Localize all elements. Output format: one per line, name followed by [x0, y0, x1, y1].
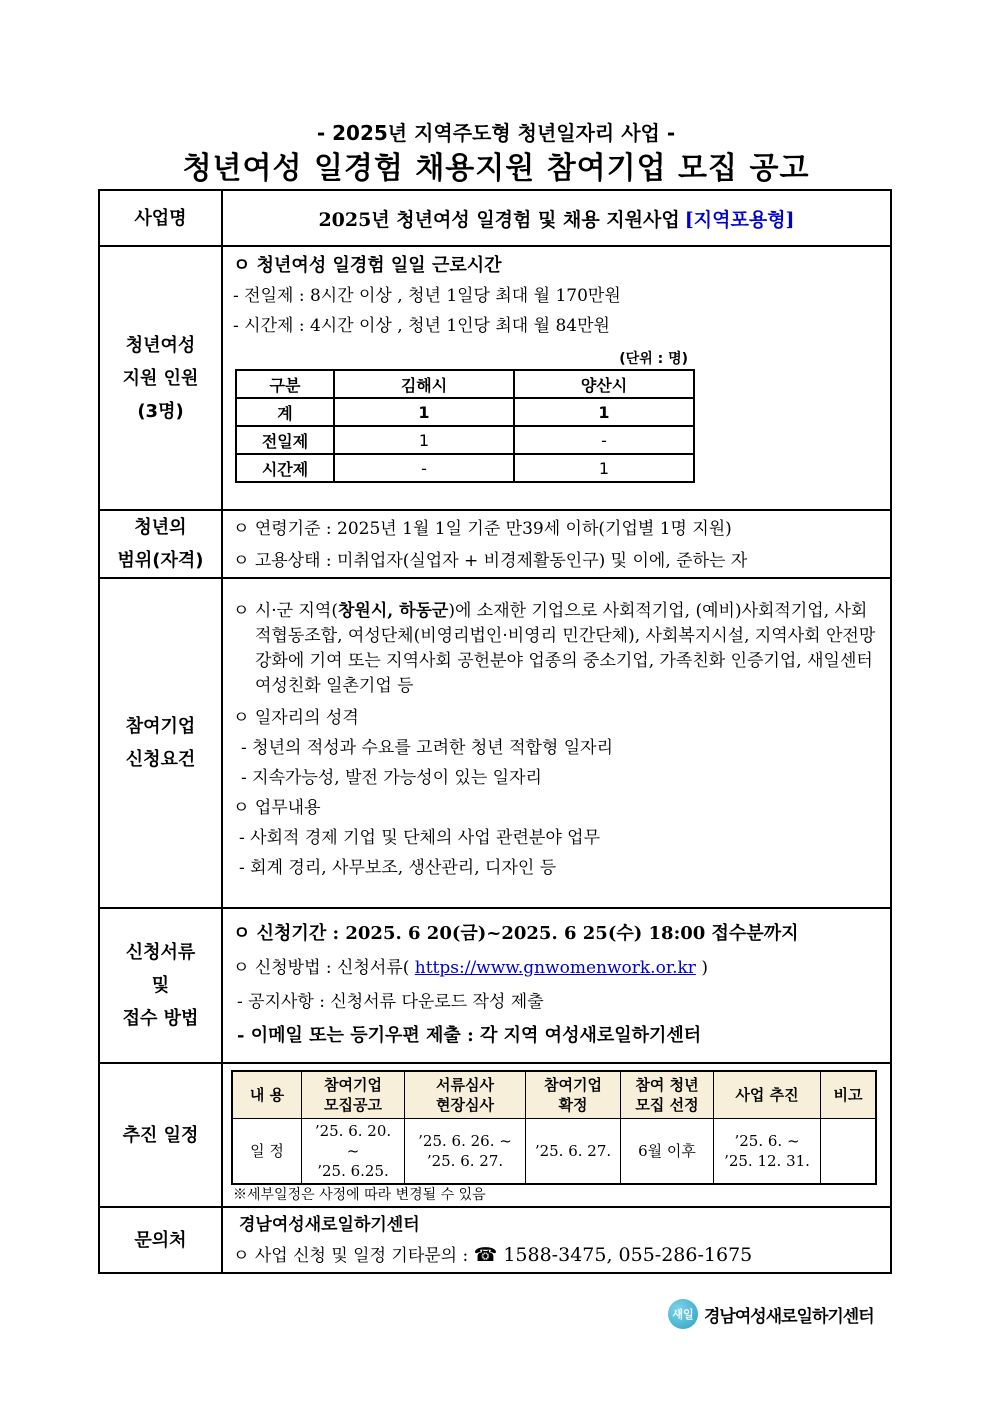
row-contact	[99, 1207, 891, 1273]
row-scope	[99, 510, 891, 578]
contact-phone: ☎ 1588-3475, 055-286-1675	[473, 1244, 753, 1266]
label-application: 신청서류 및 접수 방법	[99, 908, 222, 1063]
organization-logo	[668, 1297, 874, 1331]
contact-center: 경남여성새로일하기센터	[239, 1215, 420, 1235]
application-notice: - 공지사항 : 신청서류 다운로드 작성 제출	[237, 992, 544, 1012]
table-row: 계 1 1	[236, 398, 694, 426]
row-application	[99, 908, 891, 1063]
label-schedule: 추진 일정	[99, 1063, 222, 1207]
label-business: 사업명	[99, 190, 222, 246]
row-business	[99, 190, 891, 246]
scope-employment: ㅇ 고용상태 : 미취업자(실업자 + 비경제활동인구) 및 이에, 준하는 자	[233, 551, 748, 571]
scope-age: ㅇ 연령기준 : 2025년 1월 1일 기준 만39세 이하(기업별 1명 지원)	[233, 519, 732, 539]
application-submit: - 이메일 또는 등기우편 제출 : 각 지역 여성새로일하기센터	[237, 1025, 702, 1046]
schedule-header-row: 내 용 참여기업 모집공고 서류심사 현장심사 참여기업 확정 참여 청년 모집 선정 사업 추진 비고	[232, 1071, 876, 1119]
application-url-link[interactable]: https://www.gnwomenwork.or.kr	[414, 958, 696, 978]
schedule-table	[231, 1070, 877, 1185]
schedule-note: ※세부일정은 사정에 따라 변경될 수 있음	[233, 1187, 486, 1203]
table-row: 전일제 1 -	[236, 426, 694, 454]
business-name: 2025년 청년여성 일경험 및 채용 지원사업	[318, 208, 680, 231]
requirements-nature-heading: ㅇ 일자리의 성격	[233, 708, 359, 728]
requirements-duty-2: - 회계 경리, 사무보조, 생산관리, 디자인 등	[239, 858, 557, 878]
label-contact: 문의처	[99, 1207, 222, 1273]
table-header: 김해시	[334, 370, 514, 398]
support-heading: ㅇ 청년여성 일경험 일일 근로시간	[233, 255, 502, 276]
support-table	[235, 369, 695, 483]
row-requirements	[99, 578, 891, 908]
table-header: 양산시	[514, 370, 694, 398]
application-period: ㅇ 신청기간 : 2025. 6 20(금)~2025. 6 25(수) 18:00 접수분까지	[233, 923, 799, 944]
notice-table	[98, 189, 892, 1274]
support-fulltime: - 전일제 : 8시간 이상 , 청년 1일당 최대 월 170만원	[233, 286, 621, 306]
page-title: 청년여성 일경험 채용지원 참여기업 모집 공고	[182, 151, 810, 186]
requirements-nature-1: - 청년의 적성과 수요를 고려한 청년 적합형 일자리	[241, 738, 614, 758]
contact-line: ㅇ 사업 신청 및 일정 기타문의 : ☎ 1588-3475, 055-286-1675	[233, 1244, 753, 1266]
table-row: 시간제 - 1	[236, 454, 694, 482]
requirements-duty-1: - 사회적 경제 기업 및 단체의 사업 관련분야 업무	[239, 828, 600, 848]
application-method: ㅇ 신청방법 : 신청서류( https://www.gnwomenwork.or.kr )	[233, 958, 708, 978]
logo-text: 경남여성새로일하기센터	[704, 1306, 874, 1327]
label-scope: 청년의 범위(자격)	[99, 510, 222, 578]
requirements-region: ㅇ 시·군 지역(창원시, 하동군)에 소재한 기업으로 사회적기업, (예비)사회적기업, 사회적협동조합, 여성단체(비영리법인·비영리 민간단체), 사회복지시설, 지역사회 안전망 강화에 기여 또는 지역사회 공헌분야 업종의 중소기업, 가족친화 인증기업, 새일센터 여성친화 일촌기업 등	[233, 601, 876, 696]
table-header: 구분	[236, 370, 334, 398]
label-support: 청년여성 지원 인원 (3명)	[99, 246, 222, 510]
support-unit: (단위 : 명)	[619, 351, 688, 367]
requirements-nature-2: - 지속가능성, 발전 가능성이 있는 일자리	[241, 768, 542, 788]
schedule-body-row: 일 정 ’25. 6. 20. ~ ’25. 6.25. ’25. 6. 26. ~ ’25. 6. 27. ’25. 6. 27. 6월 이후 ’25. 6. ~ ’25. 12. 31.	[232, 1119, 876, 1185]
saeil-logo-icon: 새일	[668, 1299, 698, 1329]
page-subtitle: - 2025년 지역주도형 청년일자리 사업 -	[316, 121, 676, 145]
requirements-duty-heading: ㅇ 업무내용	[233, 798, 321, 818]
label-requirements: 참여기업 신청요건	[99, 578, 222, 908]
row-support	[99, 246, 891, 510]
business-type: [지역포용형]	[684, 208, 795, 231]
row-schedule	[99, 1063, 891, 1207]
support-parttime: - 시간제 : 4시간 이상 , 청년 1인당 최대 월 84만원	[233, 316, 610, 336]
